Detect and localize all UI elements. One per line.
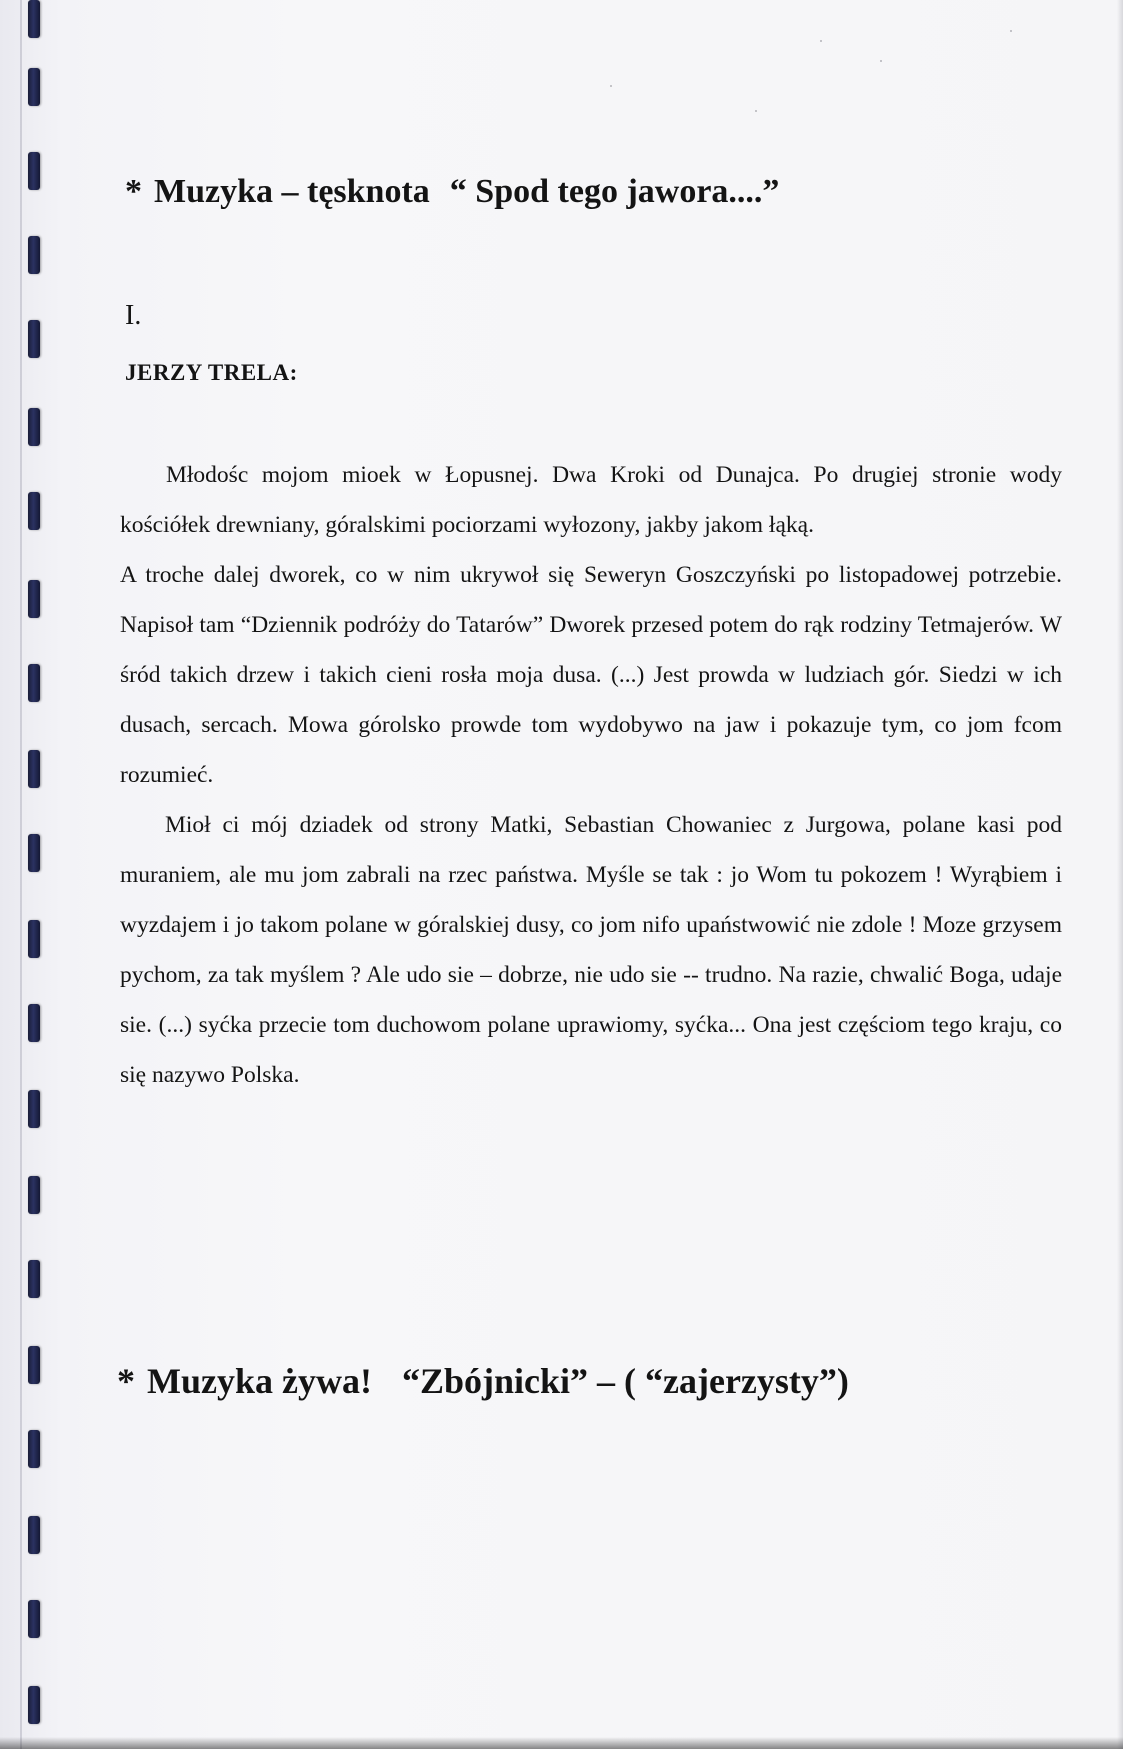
binding-hole (28, 834, 40, 872)
paragraph: A troche dalej dworek, co w nim ukrywoł się Seweryn Goszczyński po listopadowej potrzebie. Napisoł tam “Dziennik podróży do Tatarów” Dworek przesed potem do rąk rodziny Tetmajerów. W śród takich drzew i takich cieni rosła moja dusa. (...) Jest prowda w ludziach gór. Siedzi w ich dusach, sercach. Mowa górolsko prowde tom wydobywo na jaw i pokazuje tym, co jom fcom rozumieć. (120, 562, 1062, 788)
binding-hole (28, 1260, 40, 1298)
binding-hole (28, 408, 40, 446)
paragraph: Mioł ci mój dziadek od strony Matki, Sebastian Chowaniec z Jurgowa, polane kasi pod muraniem, ale mu jom zabrali na rzec państwa. Myśle se tak : jo Wom tu pokozem ! Wyrąbiem i wyzdajem i jo takom polane w góralskiej dusy, co jom nifo upaństwowić nie zdole ! Moze grzysem pychom, za tak myślem ? Ale udo sie – dobrze, nie udo sie -- trudno. Na razie, chwalić Boga, udaje sie. (...) syćka przecie tom duchowom polane uprawiomy, syćka... Ona jest częściom tego kraju, co się nazywo Polska. (120, 812, 1062, 1088)
binding-hole (28, 580, 40, 618)
heading-title: Muzyka – tęsknota (154, 173, 430, 210)
binding-hole (28, 492, 40, 530)
binding-hole (28, 1176, 40, 1214)
heading-live-music (117, 1360, 849, 1402)
page-edge (1117, 0, 1123, 1749)
binding-hole (28, 68, 40, 106)
body-text (120, 450, 1062, 1100)
heading-star: * (125, 173, 142, 210)
paragraph: Młodośc mojom mioek w Łopusnej. Dwa Kroki od Dunajca. Po drugiej stronie wody kościółek drewniany, góralskimi pociorzami wyłozony, jakby jakom łąką. (120, 462, 1062, 538)
heading-part: Muzyka żywa! (147, 1361, 372, 1401)
spiral-binding (0, 0, 60, 1749)
heading-part: “Zbójnicki” – ( “zajerzysty”) (401, 1361, 849, 1401)
binding-hole (28, 320, 40, 358)
binding-hole (28, 1600, 40, 1638)
binding-hole (28, 236, 40, 274)
binding-hole (28, 664, 40, 702)
binding-hole (28, 1090, 40, 1128)
heading-quote: “ Spod tego jawora....” (449, 173, 780, 210)
binding-hole (28, 1686, 40, 1724)
binding-hole (28, 750, 40, 788)
binding-hole (28, 152, 40, 190)
page-shadow (0, 1737, 1123, 1749)
binding-hole (28, 0, 40, 38)
speaker-name: JERZY TRELA: (125, 360, 298, 385)
heading-music-longing (125, 173, 779, 211)
section-number: I. (125, 300, 142, 331)
binding-hole (28, 1430, 40, 1468)
binding-hole (28, 1516, 40, 1554)
binding-hole (28, 1004, 40, 1042)
heading-star: * (117, 1361, 135, 1401)
binding-hole (28, 920, 40, 958)
binding-hole (28, 1346, 40, 1384)
